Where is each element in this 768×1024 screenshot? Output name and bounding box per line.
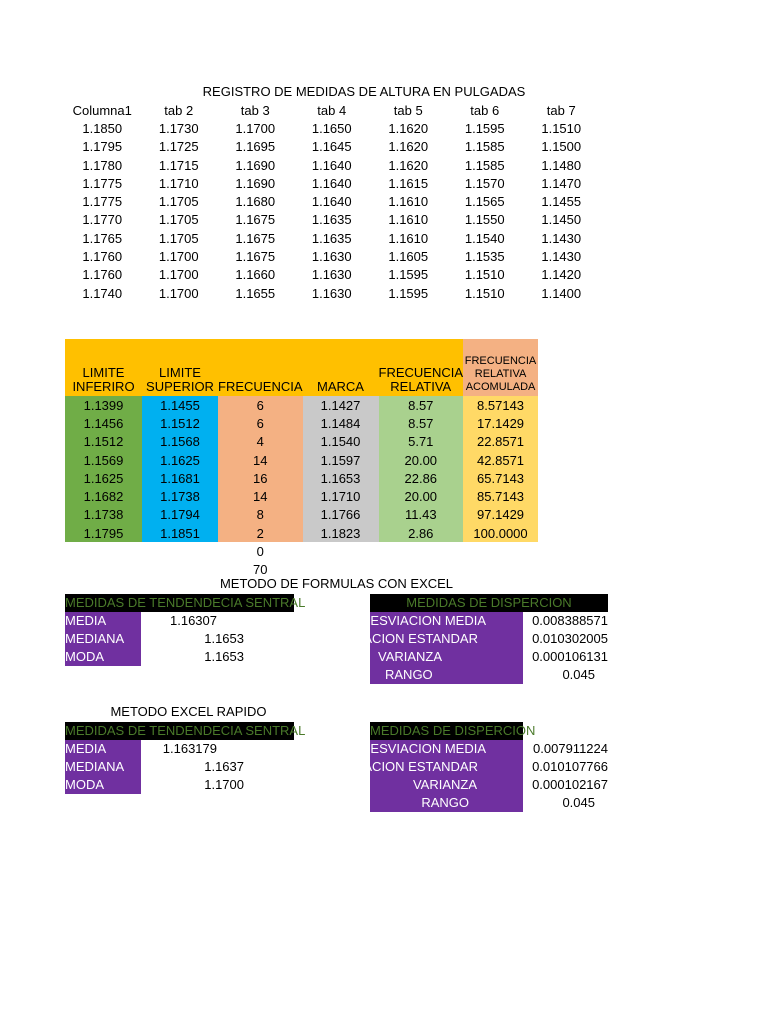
frecuencia-relativa-cell: 22.86 bbox=[379, 469, 464, 487]
raw-cell: 1.1510 bbox=[541, 120, 582, 136]
raw-cell: 1.1630 bbox=[311, 267, 352, 283]
raw-cell: 1.1620 bbox=[388, 120, 429, 136]
frecuencia-cell: 2 bbox=[218, 524, 303, 542]
raw-cell: 1.1645 bbox=[311, 139, 352, 155]
raw-cell: 1.1535 bbox=[464, 249, 505, 265]
limite-inferior-cell: 1.1795 bbox=[65, 524, 142, 542]
freq-header-row bbox=[65, 339, 538, 396]
raw-cell: 1.1640 bbox=[311, 194, 352, 210]
raw-cell: 1.1630 bbox=[311, 285, 352, 301]
raw-cell: 1.1795 bbox=[82, 139, 123, 155]
frecuencia-acomulada-cell: 42.8571 bbox=[463, 451, 538, 469]
frecuencia-acomulada-cell: 17.1429 bbox=[463, 414, 538, 432]
frecuencia-extra-zero: 0 bbox=[256, 544, 264, 560]
raw-cell: 1.1660 bbox=[235, 267, 276, 283]
frecuencia-relativa-cell: 5.71 bbox=[379, 433, 464, 451]
raw-cell: 1.1430 bbox=[541, 230, 582, 246]
raw-table-row bbox=[64, 266, 600, 284]
raw-cell: 1.1775 bbox=[82, 194, 123, 210]
limite-inferior-cell: 1.1456 bbox=[65, 414, 142, 432]
raw-cell: 1.1430 bbox=[541, 249, 582, 265]
raw-measurements-table bbox=[64, 101, 600, 302]
frecuencia-relativa-cell: 8.57 bbox=[379, 414, 464, 432]
mediana-value: 1.1653 bbox=[204, 631, 244, 646]
raw-table-row bbox=[64, 284, 600, 302]
media-value-2: 1.163179 bbox=[162, 741, 217, 756]
frecuencia-cell: 14 bbox=[218, 451, 303, 469]
raw-cell: 1.1585 bbox=[464, 139, 505, 155]
raw-col-header: Columna1 bbox=[72, 102, 132, 118]
rango-label: RANGO bbox=[370, 666, 523, 684]
raw-cell: 1.1540 bbox=[464, 230, 505, 246]
mediana-label: MEDIANA bbox=[65, 630, 141, 648]
raw-cell: 1.1715 bbox=[158, 157, 199, 173]
limite-inferior-cell: 1.1738 bbox=[65, 506, 142, 524]
varianza-label: VARIANZA bbox=[370, 648, 523, 666]
desviacion-estandar-value-2: 0.010107766 bbox=[532, 759, 608, 774]
raw-cell: 1.1605 bbox=[388, 249, 429, 265]
freq-extra-row bbox=[65, 542, 538, 560]
raw-cell: 1.1400 bbox=[541, 285, 582, 301]
marca-cell: 1.1427 bbox=[303, 396, 379, 414]
raw-cell: 1.1570 bbox=[464, 175, 505, 191]
raw-cell: 1.1705 bbox=[158, 194, 199, 210]
raw-cell: 1.1610 bbox=[388, 230, 429, 246]
header-limite-superior: LIMITE SUPERIOR bbox=[142, 339, 218, 396]
raw-cell: 1.1700 bbox=[158, 249, 199, 265]
mediana-value-2: 1.1637 bbox=[204, 759, 244, 774]
frecuencia-relativa-cell: 2.86 bbox=[379, 524, 464, 542]
moda-label-2: MODA bbox=[65, 776, 141, 794]
metodo-rapido-title: METODO EXCEL RAPIDO bbox=[110, 704, 267, 719]
marca-cell: 1.1653 bbox=[303, 469, 379, 487]
limite-inferior-cell: 1.1512 bbox=[65, 433, 142, 451]
raw-cell: 1.1455 bbox=[541, 194, 582, 210]
raw-table-row bbox=[64, 119, 600, 137]
raw-cell: 1.1650 bbox=[311, 120, 352, 136]
raw-col-header: tab 3 bbox=[240, 102, 270, 118]
marca-cell: 1.1540 bbox=[303, 433, 379, 451]
raw-cell: 1.1690 bbox=[235, 175, 276, 191]
media-label-2: MEDIA bbox=[65, 740, 141, 758]
raw-cell: 1.1770 bbox=[82, 212, 123, 228]
varianza-label-2: VARIANZA bbox=[370, 776, 523, 794]
raw-col-header: tab 2 bbox=[164, 102, 194, 118]
moda-value-2: 1.1700 bbox=[204, 777, 244, 792]
limite-superior-cell: 1.1738 bbox=[142, 487, 218, 505]
raw-cell: 1.1680 bbox=[235, 194, 276, 210]
limite-superior-cell: 1.1794 bbox=[142, 506, 218, 524]
frecuencia-acomulada-cell: 97.1429 bbox=[463, 506, 538, 524]
raw-table-row bbox=[64, 229, 600, 247]
freq-table-row bbox=[65, 524, 538, 542]
raw-table-row bbox=[64, 192, 600, 210]
header-frecuencia-relativa-acomulada: FRECUENCIA RELATIVA ACOMULADA bbox=[463, 339, 538, 396]
frecuencia-cell: 6 bbox=[218, 414, 303, 432]
desviacion-estandar-value: 0.010302005 bbox=[532, 631, 608, 646]
central-tendency-header: MEDIDAS DE TENDENDECIA SENTRAL bbox=[65, 595, 306, 610]
raw-cell: 1.1620 bbox=[388, 139, 429, 155]
limite-inferior-cell: 1.1682 bbox=[65, 487, 142, 505]
raw-cell: 1.1780 bbox=[82, 157, 123, 173]
header-limite-inferior: LIMITE INFERIRO bbox=[65, 339, 142, 396]
raw-cell: 1.1700 bbox=[158, 285, 199, 301]
frecuencia-acomulada-cell: 85.7143 bbox=[463, 487, 538, 505]
moda-value: 1.1653 bbox=[204, 649, 244, 664]
raw-cell: 1.1640 bbox=[311, 175, 352, 191]
limite-inferior-cell: 1.1399 bbox=[65, 396, 142, 414]
frecuencia-cell: 4 bbox=[218, 433, 303, 451]
raw-table-row bbox=[64, 247, 600, 265]
dispersion-header: MEDIDAS DE DISPERCION bbox=[370, 594, 608, 612]
limite-inferior-cell: 1.1625 bbox=[65, 469, 142, 487]
marca-cell: 1.1766 bbox=[303, 506, 379, 524]
raw-cell: 1.1630 bbox=[311, 249, 352, 265]
raw-cell: 1.1565 bbox=[464, 194, 505, 210]
limite-superior-cell: 1.1625 bbox=[142, 451, 218, 469]
rango-value-2: 0.045 bbox=[562, 795, 595, 810]
raw-cell: 1.1730 bbox=[158, 120, 199, 136]
frecuencia-cell: 14 bbox=[218, 487, 303, 505]
freq-table-row bbox=[65, 433, 538, 451]
frecuencia-cell: 16 bbox=[218, 469, 303, 487]
raw-cell: 1.1500 bbox=[541, 139, 582, 155]
raw-cell: 1.1595 bbox=[388, 285, 429, 301]
raw-table-row bbox=[64, 174, 600, 192]
frequency-table bbox=[65, 339, 538, 579]
freq-table-row bbox=[65, 506, 538, 524]
freq-table-row bbox=[65, 451, 538, 469]
raw-cell: 1.1640 bbox=[311, 157, 352, 173]
desviacion-estandar-label: DESVIACION ESTANDAR bbox=[370, 630, 523, 648]
marca-cell: 1.1484 bbox=[303, 414, 379, 432]
raw-cell: 1.1635 bbox=[311, 230, 352, 246]
raw-cell: 1.1850 bbox=[82, 120, 123, 136]
raw-cell: 1.1420 bbox=[541, 267, 582, 283]
frecuencia-cell: 8 bbox=[218, 506, 303, 524]
frecuencia-total: 70 bbox=[253, 562, 268, 578]
raw-cell: 1.1610 bbox=[388, 212, 429, 228]
desviacion-media-value: 0.008388571 bbox=[532, 613, 608, 628]
header-frecuencia: FRECUENCIA bbox=[218, 339, 303, 396]
raw-cell: 1.1610 bbox=[388, 194, 429, 210]
raw-cell: 1.1765 bbox=[82, 230, 123, 246]
raw-col-header: tab 4 bbox=[317, 102, 347, 118]
raw-col-header: tab 5 bbox=[393, 102, 423, 118]
raw-cell: 1.1710 bbox=[158, 175, 199, 191]
limite-inferior-cell: 1.1569 bbox=[65, 451, 142, 469]
raw-cell: 1.1675 bbox=[235, 212, 276, 228]
freq-table-row bbox=[65, 469, 538, 487]
raw-cell: 1.1675 bbox=[235, 249, 276, 265]
raw-cell: 1.1740 bbox=[82, 285, 123, 301]
raw-table-row bbox=[64, 138, 600, 156]
rango-label-2: RANGO bbox=[370, 794, 523, 812]
raw-col-header: tab 7 bbox=[546, 102, 576, 118]
desviacion-media-label: DESVIACION MEDIA bbox=[370, 612, 523, 630]
raw-cell: 1.1510 bbox=[464, 285, 505, 301]
raw-cell: 1.1635 bbox=[311, 212, 352, 228]
varianza-value: 0.000106131 bbox=[532, 649, 608, 664]
limite-superior-cell: 1.1512 bbox=[142, 414, 218, 432]
mediana-label-2: MEDIANA bbox=[65, 758, 141, 776]
raw-cell: 1.1470 bbox=[541, 175, 582, 191]
desviacion-media-value-2: 0.007911224 bbox=[533, 741, 608, 756]
freq-table-row bbox=[65, 396, 538, 414]
raw-cell: 1.1615 bbox=[388, 175, 429, 191]
raw-table-row bbox=[64, 211, 600, 229]
desviacion-estandar-label-2: DESVIACION ESTANDAR bbox=[370, 758, 523, 776]
raw-cell: 1.1620 bbox=[388, 157, 429, 173]
raw-cell: 1.1705 bbox=[158, 230, 199, 246]
raw-cell: 1.1655 bbox=[235, 285, 276, 301]
marca-cell: 1.1823 bbox=[303, 524, 379, 542]
raw-table-row bbox=[64, 156, 600, 174]
raw-cell: 1.1695 bbox=[235, 139, 276, 155]
frecuencia-acomulada-cell: 22.8571 bbox=[463, 433, 538, 451]
moda-label: MODA bbox=[65, 648, 141, 666]
raw-cell: 1.1450 bbox=[541, 212, 582, 228]
raw-cell: 1.1725 bbox=[158, 139, 199, 155]
marca-cell: 1.1597 bbox=[303, 451, 379, 469]
raw-cell: 1.1510 bbox=[464, 267, 505, 283]
raw-cell: 1.1775 bbox=[82, 175, 123, 191]
limite-superior-cell: 1.1681 bbox=[142, 469, 218, 487]
frecuencia-relativa-cell: 20.00 bbox=[379, 487, 464, 505]
frecuencia-relativa-cell: 20.00 bbox=[379, 451, 464, 469]
raw-table-title: REGISTRO DE MEDIDAS DE ALTURA EN PULGADAS bbox=[202, 84, 526, 99]
raw-cell: 1.1550 bbox=[464, 212, 505, 228]
limite-superior-cell: 1.1455 bbox=[142, 396, 218, 414]
raw-cell: 1.1700 bbox=[235, 120, 276, 136]
raw-header-row bbox=[64, 101, 600, 119]
raw-cell: 1.1760 bbox=[82, 249, 123, 265]
raw-cell: 1.1700 bbox=[158, 267, 199, 283]
varianza-value-2: 0.000102167 bbox=[532, 777, 608, 792]
frecuencia-relativa-cell: 8.57 bbox=[379, 396, 464, 414]
frecuencia-acomulada-cell: 65.7143 bbox=[463, 469, 538, 487]
raw-cell: 1.1480 bbox=[541, 157, 582, 173]
dispersion-header-2: MEDIDAS DE DISPERCION bbox=[370, 723, 536, 738]
media-label: MEDIA bbox=[65, 612, 141, 630]
limite-superior-cell: 1.1568 bbox=[142, 433, 218, 451]
raw-cell: 1.1690 bbox=[235, 157, 276, 173]
frecuencia-acomulada-cell: 8.57143 bbox=[463, 396, 538, 414]
media-value: 1.16307 bbox=[170, 613, 217, 628]
rango-value: 0.045 bbox=[562, 667, 595, 682]
raw-cell: 1.1705 bbox=[158, 212, 199, 228]
freq-table-row bbox=[65, 414, 538, 432]
limite-superior-cell: 1.1851 bbox=[142, 524, 218, 542]
raw-cell: 1.1760 bbox=[82, 267, 123, 283]
metodo-formulas-title: METODO DE FORMULAS CON EXCEL bbox=[219, 576, 454, 591]
raw-col-header: tab 6 bbox=[470, 102, 500, 118]
header-frecuencia-relativa: FRECUENCIA RELATIVA bbox=[379, 339, 464, 396]
marca-cell: 1.1710 bbox=[303, 487, 379, 505]
frecuencia-cell: 6 bbox=[218, 396, 303, 414]
raw-cell: 1.1595 bbox=[464, 120, 505, 136]
freq-table-row bbox=[65, 487, 538, 505]
frecuencia-relativa-cell: 11.43 bbox=[379, 506, 464, 524]
raw-cell: 1.1675 bbox=[235, 230, 276, 246]
header-marca: MARCA bbox=[303, 339, 379, 396]
frecuencia-acomulada-cell: 100.0000 bbox=[463, 524, 538, 542]
raw-cell: 1.1585 bbox=[464, 157, 505, 173]
desviacion-media-label-2: DESVIACION MEDIA bbox=[370, 740, 523, 758]
central-tendency-header-2: MEDIDAS DE TENDENDECIA SENTRAL bbox=[65, 723, 306, 738]
raw-cell: 1.1595 bbox=[388, 267, 429, 283]
